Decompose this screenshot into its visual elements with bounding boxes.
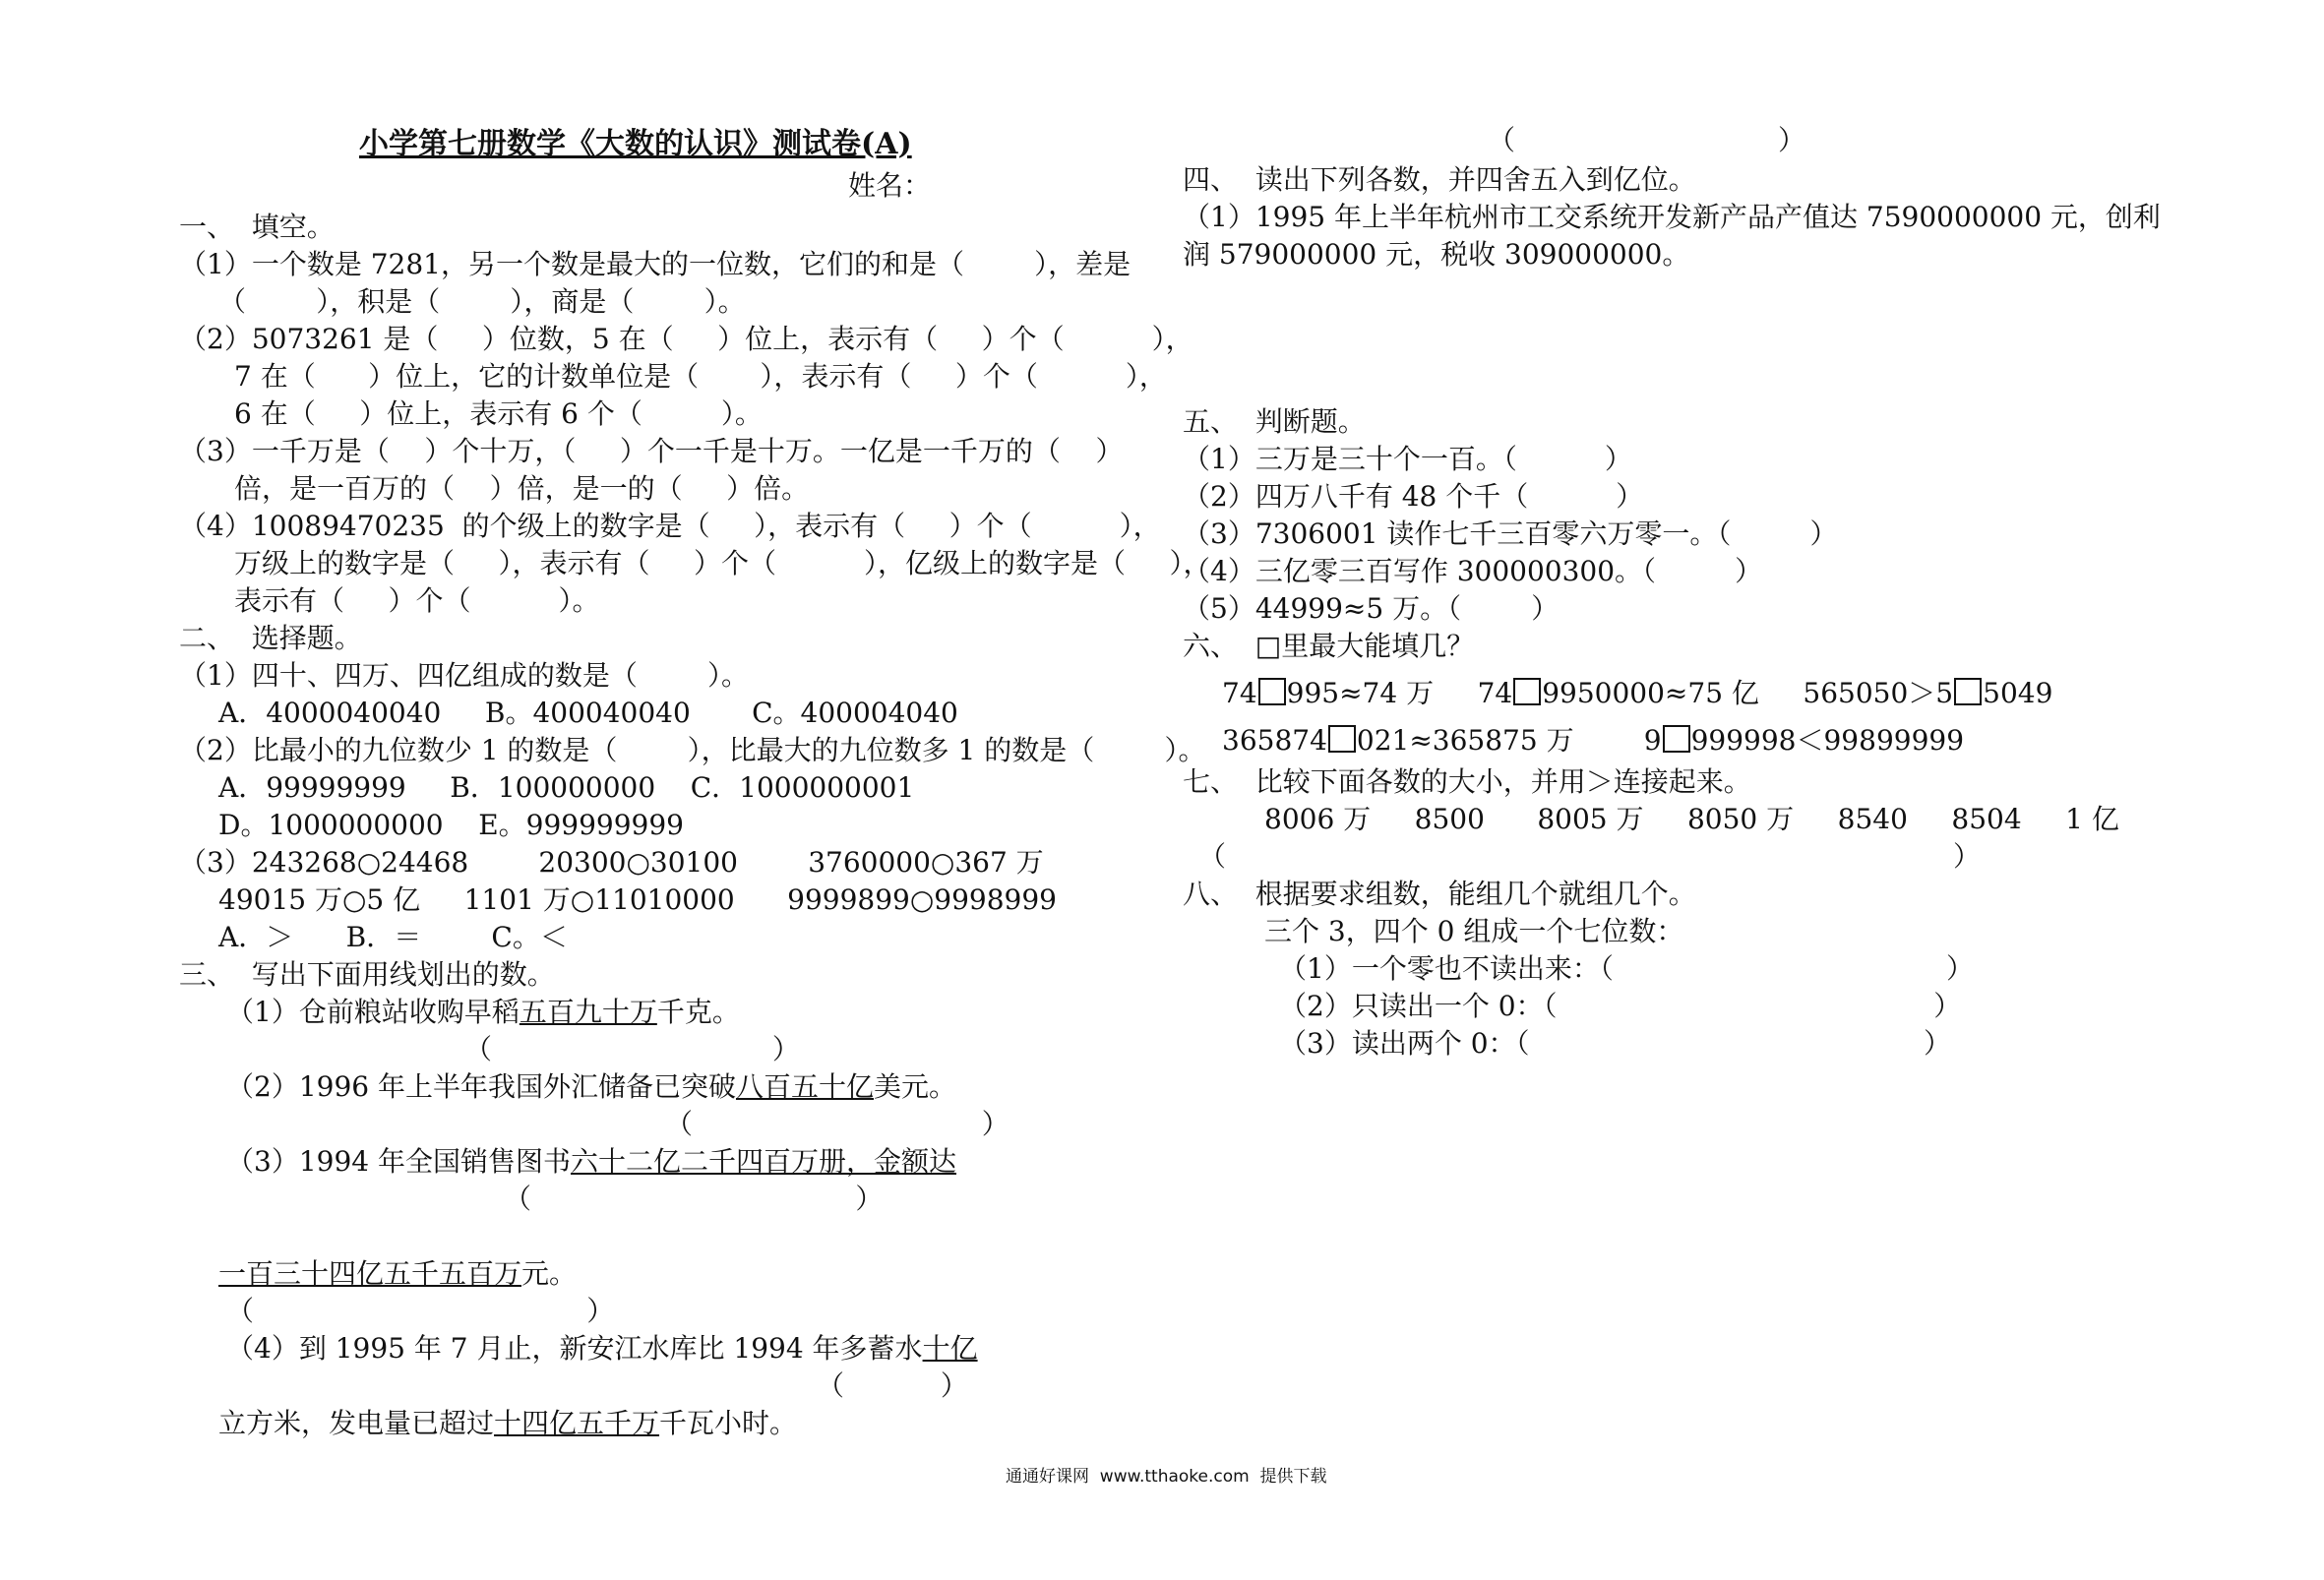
s4-line: 润 579000000 元，税收 309000000。 bbox=[1183, 238, 1690, 271]
s7-answer-close: ） bbox=[1953, 840, 1982, 873]
blank-box bbox=[1663, 725, 1690, 753]
s3-item-3: （3）1994 年全国销售图书六十二亿二千四百万册，金额达 bbox=[226, 1145, 957, 1178]
s7-answer-open: （ bbox=[1198, 840, 1227, 873]
s1-line: （3）一千万是（ ）个十万，（ ）个一千是十万。一亿是一千万的（ ） bbox=[179, 435, 1124, 467]
s1-line: 6 在（ ）位上，表示有 6 个（ ）。 bbox=[234, 397, 763, 430]
footer-credit: 通通好课网 www.tthaoke.com 提供下载 bbox=[1006, 1467, 1327, 1487]
blank-box bbox=[1328, 725, 1356, 753]
s3-item-4-answer: （ ） bbox=[817, 1369, 968, 1402]
s2-line: A．＞ B．＝ C。＜ bbox=[218, 921, 568, 953]
s4-line: （1）1995 年上半年杭州市工交系统开发新产品产值达 7590000000 元，创利 bbox=[1183, 201, 2161, 233]
s2-line: D。1000000000 E。999999999 bbox=[218, 809, 684, 841]
s1-line: （4）10089470235 的个级上的数字是（ ），表示有（ ）个（ ）， bbox=[179, 510, 1161, 542]
s3-item-1: （1）仓前粮站收购早稻五百九十万千克。 bbox=[226, 996, 740, 1028]
s5-line: （2）四万八千有 48 个千（ ） bbox=[1183, 480, 1644, 513]
section-6-heading: 六、 □里最大能填几？ bbox=[1183, 630, 1475, 662]
s1-line: 倍，是一百万的（ ）倍，是一的（ ）倍。 bbox=[234, 472, 810, 505]
s6-line-1: 74 995≈74 万 74 9950000≈75 亿 565050＞5 5049 bbox=[1222, 677, 2053, 709]
s3-item-4b: 立方米，发电量已超过十四亿五千万千瓦小时。 bbox=[218, 1407, 798, 1439]
s2-line: A．4000040040 B。400040040 C。400004040 bbox=[218, 697, 958, 729]
blank-box bbox=[1513, 678, 1541, 705]
s5-line: （1）三万是三十个一百。（ ） bbox=[1183, 443, 1632, 475]
s1-line: （1）一个数是 7281，另一个数是最大的一位数，它们的和是（ ），差是 bbox=[179, 248, 1131, 280]
s1-line: 万级上的数字是（ ），表示有（ ）个（ ），亿级上的数字是（ ）， bbox=[234, 547, 1211, 579]
s5-line: （3）7306001 读作七千三百零六万零一。（ ） bbox=[1183, 517, 1838, 550]
page-title: 小学第七册数学《大数的认识》测试卷(A) bbox=[359, 127, 912, 161]
s3-item-3b-answer: （ ） bbox=[226, 1295, 615, 1327]
section-7-heading: 七、 比较下面各数的大小，并用＞连接起来。 bbox=[1183, 765, 1751, 798]
section-1-heading: 一、 填空。 bbox=[179, 211, 335, 243]
s3-item-2: （2）1996 年上半年我国外汇储备已突破八百五十亿美元。 bbox=[226, 1070, 957, 1103]
s2-line: A．99999999 B．100000000 C．1000000001 bbox=[218, 771, 915, 804]
s8-line: （3）读出两个 0：（ ） bbox=[1279, 1027, 1952, 1060]
s3-item-1-answer: （ ） bbox=[464, 1033, 800, 1065]
s1-line: （ ），积是（ ），商是（ ）。 bbox=[218, 285, 746, 318]
blank-box bbox=[1954, 678, 1982, 705]
s5-line: （4）三亿零三百写作 300000300。（ ） bbox=[1183, 555, 1763, 587]
s8-line: （1）一个零也不读出来：（ ） bbox=[1279, 952, 1975, 985]
s6-line-2: 365874 021≈365875 万 9 999998＜99899999 bbox=[1222, 724, 1965, 757]
s2-line: （3）243268○24468 20300○30100 3760000○367 万 bbox=[179, 846, 1044, 879]
s1-line: 表示有（ ）个（ ）。 bbox=[234, 584, 600, 617]
s2-line: （2）比最小的九位数少 1 的数是（ ），比最大的九位数多 1 的数是（ ）。 bbox=[179, 734, 1206, 766]
s2-line: （1）四十、四万、四亿组成的数是（ ）。 bbox=[179, 659, 750, 692]
blank-box bbox=[1258, 678, 1286, 705]
s1-line: 7 在（ ）位上，它的计数单位是（ ），表示有（ ）个（ ）， bbox=[234, 360, 1167, 393]
s3-item-3b: 一百三十四亿五千五百万元。 bbox=[218, 1257, 578, 1290]
s3-item-4: （4）到 1995 年 7 月止，新安江水库比 1994 年多蓄水十亿 bbox=[226, 1332, 978, 1365]
s3-item-2-answer: （ ） bbox=[665, 1108, 1009, 1140]
name-label: 姓名： bbox=[848, 169, 932, 202]
section-3-heading: 三、 写出下面用线划出的数。 bbox=[179, 958, 555, 991]
top-answer-paren: （ ） bbox=[1488, 124, 1806, 156]
section-8-heading: 八、 根据要求组数，能组几个就组几个。 bbox=[1183, 878, 1696, 910]
s1-line: （2）5073261 是（ ）位数，5 在（ ）位上，表示有（ ）个（ ）， bbox=[179, 323, 1193, 355]
s8-line: （2）只读出一个 0：（ ） bbox=[1279, 990, 1962, 1022]
s7-numbers: 8006 万 8500 8005 万 8050 万 8540 8504 1 亿 bbox=[1264, 803, 2119, 835]
section-4-heading: 四、 读出下列各数，并四舍五入到亿位。 bbox=[1183, 163, 1696, 196]
s8-line: 三个 3，四个 0 组成一个七位数： bbox=[1264, 915, 1684, 947]
section-5-heading: 五、 判断题。 bbox=[1183, 405, 1366, 438]
s3-item-3-answer: （ ） bbox=[504, 1183, 884, 1215]
section-2-heading: 二、 选择题。 bbox=[179, 622, 362, 654]
s2-line: 49015 万○5 亿 1101 万○11010000 9999899○9998999 bbox=[218, 883, 1057, 916]
s5-line: （5）44999≈5 万。（ ） bbox=[1183, 592, 1560, 625]
